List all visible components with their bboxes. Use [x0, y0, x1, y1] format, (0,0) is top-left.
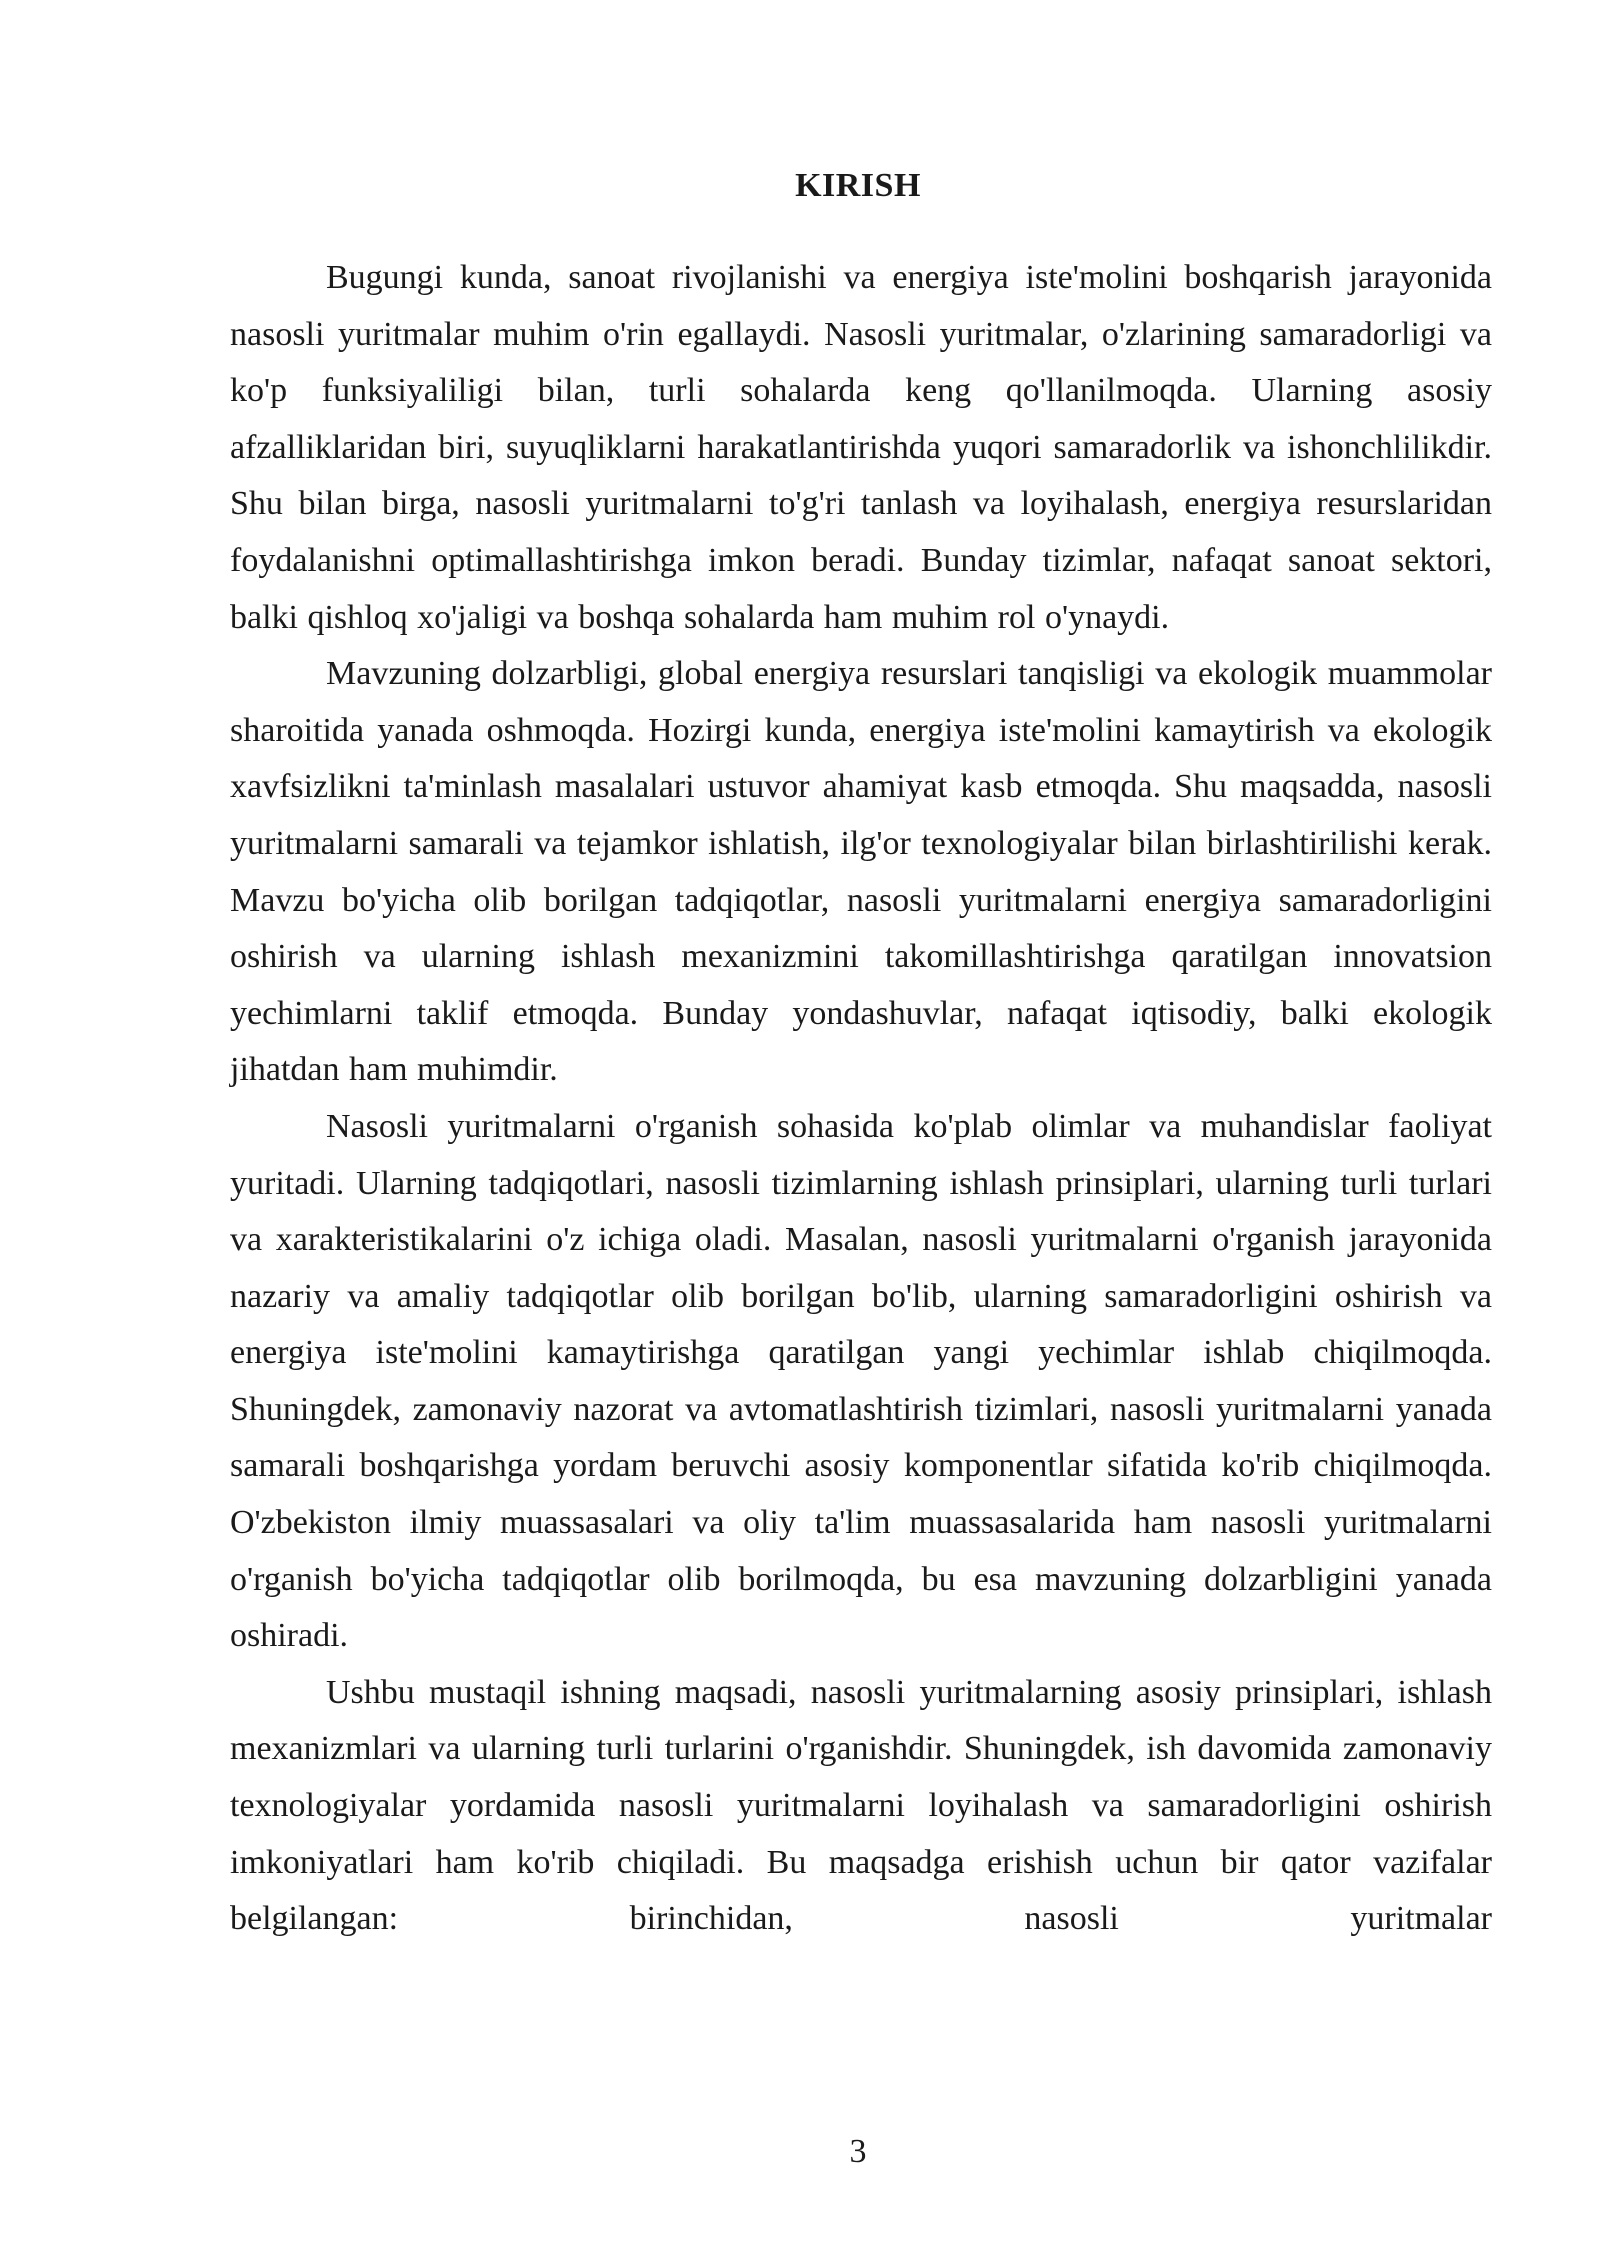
- section-heading: KIRISH: [795, 167, 921, 204]
- paragraph-4: Ushbu mustaqil ishning maqsadi, nasosli yuritmalarning asosiy prinsiplari, ishlash mexanizmlari va ularning turli turlarini o'rganishdir. Shuningdek, ish davomida zamonaviy texnologiyalar yordamida nasosli yuritmalarni loyihalash va samaradorligini oshirish imkoniyatlari ham ko'rib chiqiladi. Bu maqsadga erishish uchun bir qator vazifalar belgilangan: birinchidan, nasosli yuritmalar: [230, 1673, 1492, 1938]
- paragraph-3: Nasosli yuritmalarni o'rganish sohasida ko'plab olimlar va muhandislar faoliyat yuritadi. Ularning tadqiqotlari, nasosli tizimlarning ishlash prinsiplari, ularning turli turlari va xarakteristikalarini o'z ichiga oladi. Masalan, nasosli yuritmalarni o'rganish jarayonida nazariy va amaliy tadqiqotlar olib borilgan bo'lib, ularning samaradorligini oshirish va energiya iste'molini kamaytirishga qaratilgan yangi yechimlar ishlab chiqilmoqda. Shuningdek, zamonaviy nazorat va avtomatlashtirish tizimlari, nasosli yuritmalarni yanada samarali boshqarishga yordam beruvchi asosiy komponentlar sifatida ko'rib chiqilmoqda. O'zbekiston ilmiy muassasalari va oliy ta'lim muassasalarida ham nasosli yuritmalarni o'rganish bo'yicha tadqiqotlar olib borilmoqda, bu esa mavzuning dolzarbligini yanada oshiradi.: [230, 1107, 1492, 1655]
- page-number: 3: [849, 2133, 867, 2170]
- paragraph-2: Mavzuning dolzarbligi, global energiya resurslari tanqisligi va ekologik muammolar sharoitida yanada oshmoqda. Hozirgi kunda, energiya iste'molini kamaytirish va ekologik xavfsizlikni ta'minlash masalalari ustuvor ahamiyat kasb etmoqda. Shu maqsadda, nasosli yuritmalarni samarali va tejamkor ishlatish, ilg'or texnologiyalar bilan birlashtirilishi kerak. Mavzu bo'yicha olib borilgan tadqiqotlar, nasosli yuritmalarni energiya samaradorligini oshirish va ularning ishlash mexanizmini takomillashtirishga qaratilgan innovatsion yechimlarni taklif etmoqda. Bunday yondashuvlar, nafaqat iqtisodiy, balki ekologik jihatdan ham muhimdir.: [230, 655, 1492, 1089]
- paragraph-1: Bugungi kunda, sanoat rivojlanishi va energiya iste'molini boshqarish jarayonida nasosli yuritmalar muhim o'rin egallaydi. Nasosli yuritmalar, o'zlarining samaradorligi va ko'p funksiyaliligi bilan, turli sohalarda keng qo'llanilmoqda. Ularning asosiy afzalliklaridan biri, suyuqliklarni harakatlantirishda yuqori samaradorlik va ishonchlilikdir. Shu bilan birga, nasosli yuritmalarni to'g'ri tanlash va loyihalash, energiya resurslaridan foydalanishni optimallashtirishga imkon beradi. Bunday tizimlar, nafaqat sanoat sektori, balki qishloq xo'jaligi va boshqa sohalarda ham muhim rol o'ynaydi.: [230, 259, 1492, 636]
- body-text: [230, 250, 1492, 1948]
